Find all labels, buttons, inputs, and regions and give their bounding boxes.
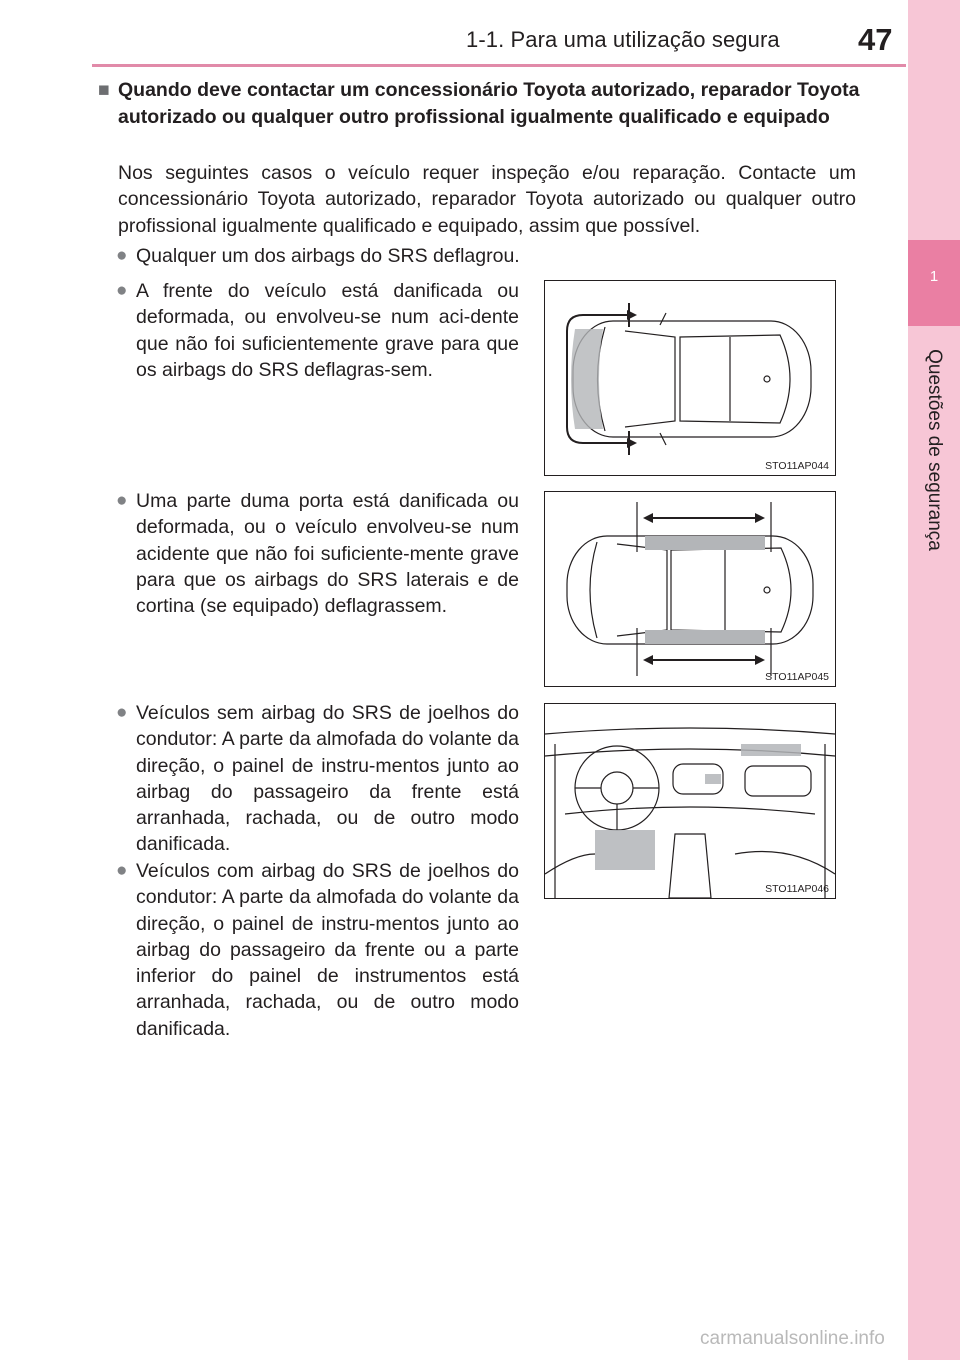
bullet-dot-icon: ● [116, 490, 128, 511]
bullet-text: A frente do veículo está danificada ou deformada, ou envolveu-se num aci-dente que não foi suficientemente grave para que os airbags do SRS deflagras-sem. [136, 280, 519, 381]
chapter-label: Questões de segurança [924, 349, 945, 551]
bullet-text: Uma parte duma porta está danificada ou deformada, ou o veículo envolveu-se num acidente que não foi suficiente-mente grave para que os airbags do SRS laterais e de cortina (se equipado) deflagrassem. [136, 490, 519, 618]
bullet-text: Veículos com airbag do SRS de joelhos do condutor: A parte da almofada do volante da direção, o painel de instru-mentos junto ao airbag do passageiro da frente ou a parte inferior do painel de instrumentos está arranhada, rachada, ou de outro modo danificada. [136, 860, 519, 1040]
bullet-dot-icon: ● [116, 860, 128, 881]
page-number: 47 [858, 22, 893, 57]
figure-dashboard [544, 703, 836, 899]
bullet-dot-icon: ● [116, 245, 128, 266]
section-heading-text: Quando deve contactar um concessionário Toyota autorizado, reparador Toyota autorizado ou qualquer outro profissional igualmente qualificado e equipado [118, 79, 860, 128]
bullet-text: Veículos sem airbag do SRS de joelhos do condutor: A parte da almofada do volante da direção, o painel de instru-mentos junto ao airbag do passageiro da frente está arranhada, rachada, ou de outro modo danificada. [136, 702, 519, 856]
figure-side-damage [544, 491, 836, 687]
car-front-damage-icon [545, 281, 835, 475]
bullet-item [116, 488, 519, 619]
header-section-title: 1-1. Para uma utilização segura [466, 27, 780, 52]
chapter-number: 1 [929, 268, 939, 285]
figure-front-damage [544, 280, 836, 476]
section-heading [98, 77, 868, 130]
watermark: carmanualsonline.info [700, 1328, 885, 1349]
side-tab [908, 0, 960, 1360]
bullet-item [116, 243, 856, 269]
bullet-item [116, 278, 519, 383]
car-side-damage-icon [545, 492, 835, 686]
dashboard-interior-icon [545, 704, 835, 898]
bullet-dot-icon: ● [116, 702, 128, 723]
figure-code: STO11AP045 [765, 671, 829, 683]
bullet-text: Qualquer um dos airbags do SRS deflagrou. [136, 245, 520, 267]
intro-paragraph: Nos seguintes casos o veículo requer inspeção e/ou reparação. Contacte um concessionário Toyota autorizado, reparador Toyota autorizado ou qualquer outro profissional igualmente qualificado e equipado, assim que possível. [118, 162, 856, 237]
figure-code: STO11AP044 [765, 460, 829, 472]
heading-square-icon: ■ [98, 79, 110, 101]
bullet-dot-icon: ● [116, 280, 128, 301]
header-rule [92, 64, 906, 67]
bullet-item [116, 700, 519, 858]
bullet-item [116, 858, 519, 1042]
figure-code: STO11AP046 [765, 883, 829, 895]
